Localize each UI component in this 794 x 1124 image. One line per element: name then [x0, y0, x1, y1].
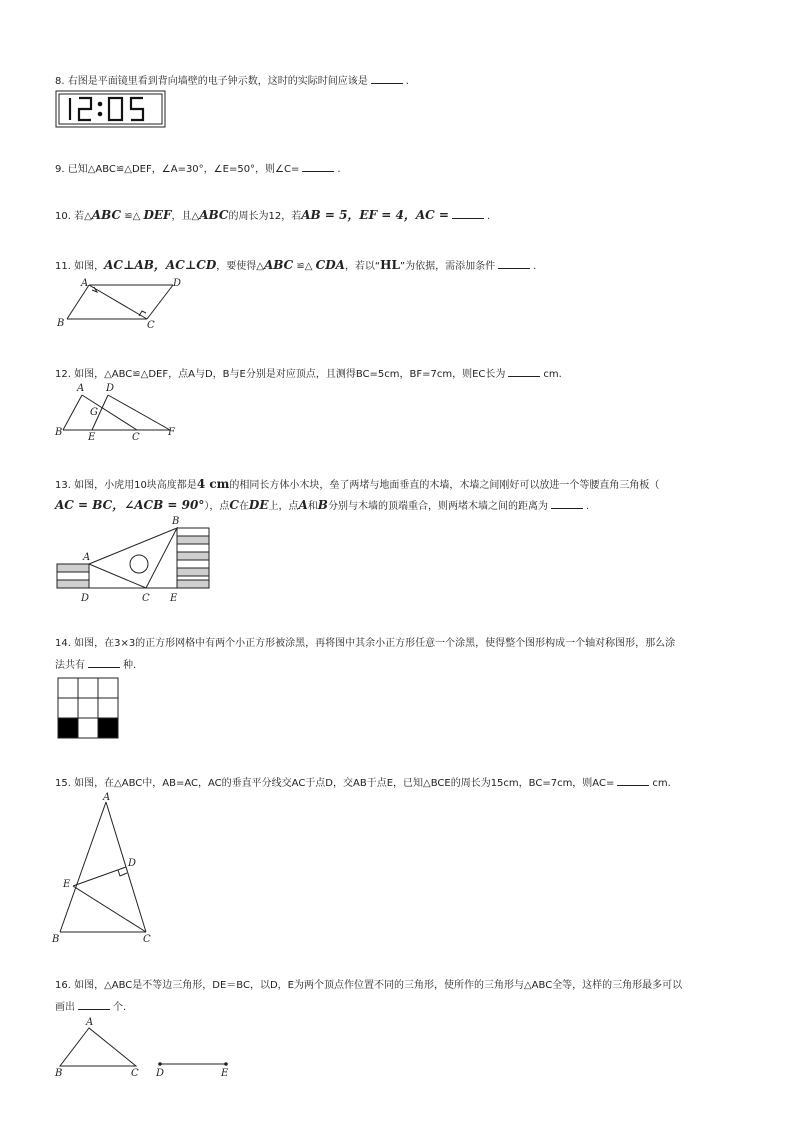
svg-text:C: C: [131, 1068, 139, 1078]
figure-q15: [50, 790, 160, 950]
figure-q11: [55, 276, 185, 336]
answer-blank: [617, 775, 649, 786]
svg-text:E: E: [221, 1068, 229, 1078]
figure-q16: [50, 1014, 240, 1082]
svg-text:C: C: [147, 320, 155, 331]
svg-text:E: E: [63, 879, 71, 890]
svg-text:D: D: [156, 1068, 165, 1078]
figure-q13: [55, 514, 215, 610]
question-8: 8. 右图是平面镜里看到背向墙壁的电子钟示数，这时的实际时间应该是 .: [55, 73, 409, 89]
question-14-line1: 14. 如图，在3×3的正方形网格中有两个小正方形被涂黑，再将图中其余小正方形任意一个涂黑，使得整个图形构成一个轴对称图形，那么涂: [55, 638, 676, 649]
svg-text:G: G: [90, 407, 98, 418]
svg-text:D: D: [81, 593, 90, 604]
svg-text:F: F: [168, 427, 175, 438]
svg-text:E: E: [170, 593, 178, 604]
answer-blank: [88, 657, 120, 668]
question-16-line1: 16. 如图，△ABC是不等边三角形，DE＝BC，以D，E为两个顶点作位置不同的三角形，使所作的三角形与△ABC全等，这样的三角形最多可以: [55, 980, 683, 991]
question-14-line2: 法共有 种.: [55, 657, 136, 673]
question-13-line2: AC = BC，∠ACB = 90°），点C在DE上，点A和B分别与木墙的顶端重合，则两堵木墙之间的距离为 .: [55, 498, 590, 512]
question-15: 15. 如图，在△ABC中，AB=AC，AC的垂直平分线交AC于点D，交AB于点E，已知△BCE的周长为15cm，BC=7cm，则AC= cm.: [55, 775, 671, 791]
svg-text:A: A: [77, 383, 85, 394]
question-16-line2: 画出 个.: [55, 999, 126, 1015]
question-12: 12. 如图，△ABC≌△DEF，点A与D，B与E分别是对应顶点，且测得BC=5cm，BF=7cm，则EC长为 cm.: [55, 366, 562, 382]
answer-blank: [508, 366, 540, 377]
svg-text:D: D: [128, 858, 137, 869]
svg-text:A: A: [83, 552, 91, 563]
svg-text:B: B: [57, 318, 65, 329]
question-10: 10. 若△ABC ≌△ DEF，且△ABC的周长为12，若AB = 5，EF = 4，AC = .: [55, 208, 491, 222]
svg-text:C: C: [132, 432, 140, 443]
svg-text:B: B: [172, 516, 180, 527]
svg-text:A: A: [103, 792, 111, 803]
question-11: 11. 如图，AC⊥AB，AC⊥CD，要使得△ABC ≌△ CDA，若以“HL”为依据，需添加条件 .: [55, 258, 537, 272]
svg-text:C: C: [143, 934, 151, 945]
svg-text:D: D: [173, 278, 182, 289]
grid-figure-q14: [57, 677, 121, 745]
figure-q12: [55, 380, 185, 448]
digital-clock-figure: [55, 90, 167, 132]
svg-text:C: C: [142, 593, 150, 604]
svg-text:B: B: [52, 934, 60, 945]
answer-blank: [498, 258, 530, 269]
svg-text:A: A: [86, 1017, 94, 1028]
svg-text:D: D: [106, 383, 115, 394]
answer-blank: [551, 498, 583, 509]
answer-blank: [371, 73, 403, 84]
svg-text:B: B: [55, 427, 63, 438]
svg-text:E: E: [88, 432, 96, 443]
answer-blank: [452, 208, 484, 219]
answer-blank: [302, 161, 334, 172]
svg-text:B: B: [55, 1068, 63, 1078]
question-9: 9. 已知△ABC≌△DEF，∠A=30°，∠E=50°，则∠C= .: [55, 161, 341, 177]
svg-text:A: A: [81, 278, 89, 289]
question-13-line1: 13. 如图，小虎用10块高度都是4 cm的相同长方体小木块，垒了两堵与地面垂直的木墙，木墙之间刚好可以放进一个等腰直角三角板（: [55, 477, 660, 491]
answer-blank: [78, 999, 110, 1010]
